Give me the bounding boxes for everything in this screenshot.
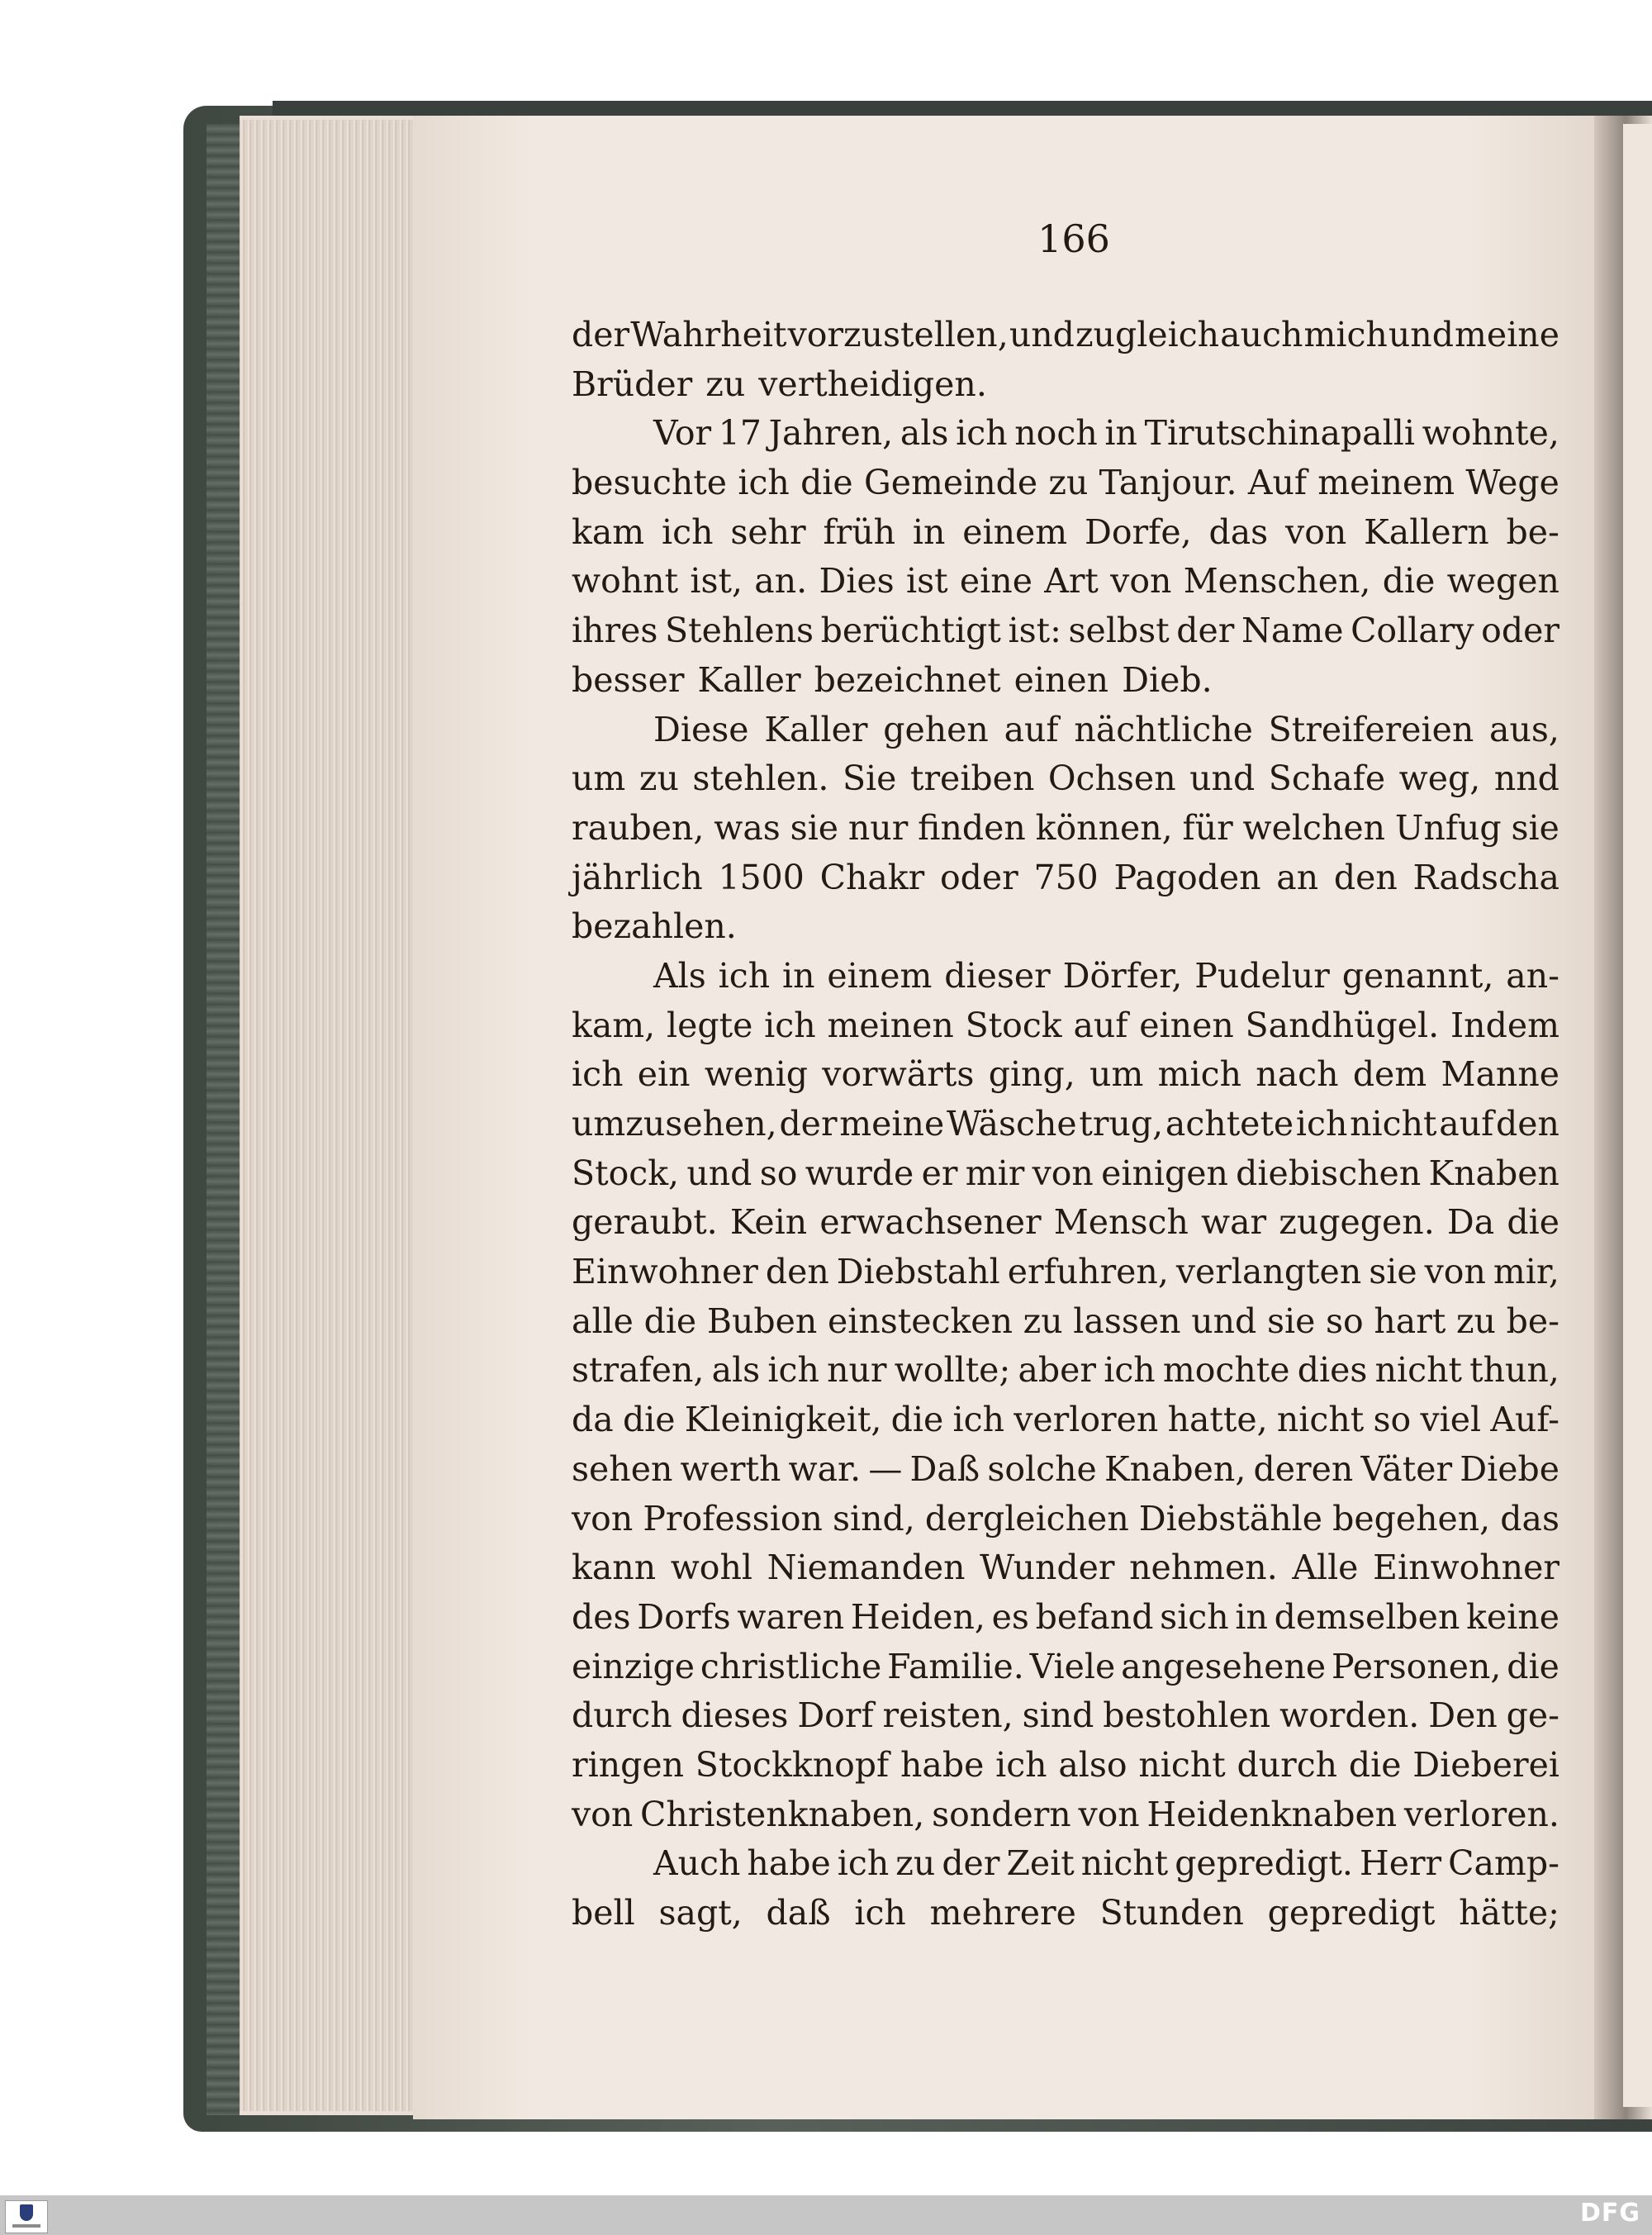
text-line: Brüder zu vertheidigen. [572, 364, 987, 404]
text-line: ringen Stockknopf habe ich also nicht durch die Dieberei [572, 1744, 1559, 1785]
text-line: jährlich 1500 Chakr oder 750 Pagoden an den Radscha [572, 857, 1559, 897]
text-line: besser Kaller bezeichnet einen Dieb. [572, 659, 1213, 700]
library-logo [5, 2200, 48, 2233]
text-line: ich ein wenig vorwärts ging, um mich nach dem Manne [572, 1054, 1559, 1095]
text-line: von Profession sind, dergleichen Diebstähle begehen, das [572, 1498, 1559, 1538]
text-line: alle die Buben einstecken zu lassen und sie so hart zu be- [572, 1301, 1559, 1341]
text-line: kam ich sehr früh in einem Dorfe, das von Kallern be- [572, 511, 1559, 552]
text-line: von Christenknaben, sondern von Heidenknaben verloren. [572, 1794, 1559, 1834]
dfg-watermark: DFG [1579, 2199, 1640, 2228]
text-line: strafen, als ich nur wollte; aber ich mochte dies nicht thun, [572, 1350, 1559, 1391]
text-line: geraubt. Kein erwachsener Mensch war zugegen. Da die [572, 1202, 1559, 1243]
text-line: da die Kleinigkeit, die ich verloren hatte, nicht so viel Auf- [572, 1400, 1559, 1440]
stacked-page-edges [240, 120, 415, 2111]
text-line: ihres Stehlens berüchtigt ist: selbst der Name Collary oder [572, 611, 1559, 651]
text-line: Diese Kaller gehen auf nächtliche Streifereien aus, [653, 709, 1559, 749]
facing-page-edge [1623, 124, 1652, 2107]
text-line: kam, legte ich meinen Stock auf einen Sandhügel. Indem [572, 1005, 1559, 1045]
text-line: Auch habe ich zu der Zeit nicht gepredigt. Herr Camp- [653, 1843, 1559, 1884]
logo-underline [12, 2224, 40, 2228]
text-line: Als ich in einem dieser Dörfer, Pudelur genannt, an- [653, 955, 1559, 996]
text-line: um zu stehlen. Sie treiben Ochsen und Schafe weg, nnd [572, 758, 1559, 799]
viewer-footer [0, 2195, 1652, 2235]
text-line: wohnt ist, an. Dies ist eine Art von Menschen, die wegen [572, 561, 1559, 602]
text-line: durch dieses Dorf reisten, sind bestohlen worden. Den ge- [572, 1695, 1559, 1736]
text-line: besuchte ich die Gemeinde zu Tanjour. Auf meinem Wege [572, 463, 1559, 503]
text-line: Einwohner den Diebstahl erfuhren, verlangten sie von mir, [572, 1252, 1559, 1292]
text-line: bell sagt, daß ich mehrere Stunden gepredigt hätte; [572, 1893, 1559, 1933]
text-line: Stock, und so wurde er mir von einigen diebischen Knaben [572, 1153, 1559, 1193]
text-line: sehen werth war. — Daß solche Knaben, deren Väter Diebe [572, 1448, 1559, 1489]
text-line: bezahlen. [572, 906, 737, 947]
text-line: rauben, was sie nur finden können, für welchen Unfug sie [572, 807, 1559, 848]
library-crest-icon [20, 2204, 33, 2221]
text-line: Vor 17 Jahren, als ich noch in Tirutschinapalli wohnte, [653, 413, 1559, 454]
text-line: der Wahrheit vorzustellen, und zugleich auch mich und meine [572, 315, 1559, 354]
body-text [572, 311, 1559, 1938]
text-line: einzige christliche Familie. Viele angesehene Personen, die [572, 1646, 1559, 1686]
text-line: des Dorfs waren Heiden, es befand sich in demselben keine [572, 1596, 1559, 1637]
page-number: 166 [1037, 216, 1110, 261]
text-line: kann wohl Niemanden Wunder nehmen. Alle Einwohner [572, 1548, 1559, 1588]
text-line: umzusehen, der meine Wäsche trug, achtete ich nicht auf den [572, 1104, 1559, 1144]
